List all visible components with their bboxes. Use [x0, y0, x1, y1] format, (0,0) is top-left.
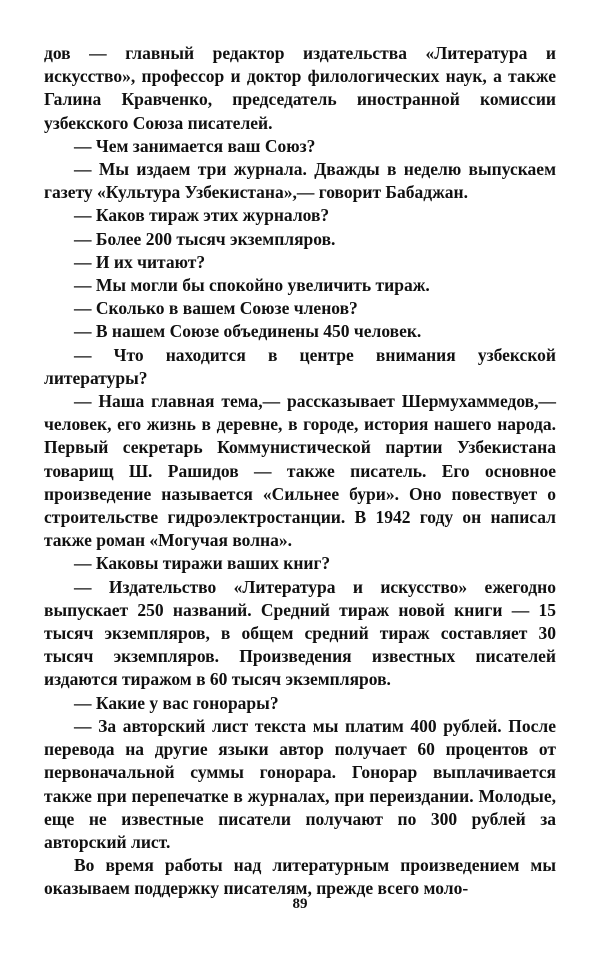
page-body	[44, 42, 556, 901]
dialogue-line: — Сколько в вашем Союзе членов?	[74, 298, 358, 319]
page-number: 89	[292, 896, 308, 912]
dialogue-line: — Более 200 тысяч экземпляров.	[74, 228, 336, 249]
dialogue-line: — Мы издаем три журнала. Дважды в неделю выпускаем газету «Культура Узбекистана»,— говорит Бабаджан.	[44, 159, 556, 203]
dialogue-line: — Чем занимается ваш Союз?	[74, 135, 316, 156]
dialogue-line: — Мы могли бы спокойно увеличить тираж.	[74, 275, 430, 296]
paragraph: Во время работы над литературным произведением мы оказываем поддержку писателям, прежде всего моло-	[44, 855, 556, 899]
dialogue-line: — Наша главная тема,— рассказывает Шермухаммедов,— человек, его жизнь в деревне, в городе, история нашего народа. Первый секретарь Коммунистической партии Узбекистана товарищ Ш. Рашидов — также писатель. Его основное произведение называется «Сильнее бури». Оно повествует о строительстве гидроэлектростанции. В 1942 году он написал также роман «Могучая волна».	[44, 391, 556, 551]
dialogue-line: — Каковы тиражи ваших книг?	[74, 553, 331, 574]
dialogue-line: — И их читают?	[74, 251, 206, 272]
dialogue-line: — Что находится в центре внимания узбекской литературы?	[44, 344, 556, 388]
dialogue-line: — Какие у вас гонорары?	[74, 692, 279, 713]
dialogue-line: — Издательство «Литература и искусство» ежегодно выпускает 250 названий. Средний тираж новой книги — 15 тысяч экземпляров, в общем средний тираж составляет 30 тысяч экземпляров. Произведения известных писателей издаются тиражом в 60 тысяч экземпляров.	[44, 576, 556, 690]
dialogue-line: — Каков тираж этих журналов?	[74, 205, 330, 226]
dialogue-line: — За авторский лист текста мы платим 400 рублей. После перевода на другие языки автор получает 60 процентов от первоначальной суммы гонорара. Гонорар выплачивается также при перепечатке в журналах, при переиздании. Молодые, еще не известные писатели получают по 300 рублей за авторский лист.	[44, 715, 556, 852]
dialogue-line: — В нашем Союзе объединены 450 человек.	[74, 321, 422, 342]
paragraph-continuation: дов — главный редактор издательства «Литература и искусство», профессор и доктор филологических наук, а также Галина Кравченко, председатель иностранной комиссии узбекского Союза писателей.	[44, 43, 556, 133]
